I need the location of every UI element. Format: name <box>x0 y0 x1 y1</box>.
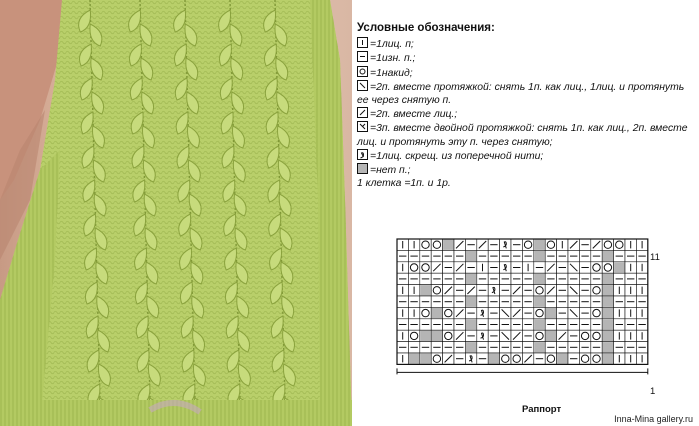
legend-item-text: =3п. вместе двойной протяжкой: снять 1п. как лиц., 2п. вместе лиц. и протянуть эту п. через снятую; <box>357 123 688 148</box>
legend-item-text: =нет п.; <box>370 165 411 177</box>
legend-item <box>357 80 695 107</box>
legend-item <box>357 149 695 163</box>
chart-grid <box>396 238 696 426</box>
legend-item <box>357 121 695 148</box>
legend-item <box>357 163 695 177</box>
legend-list <box>357 37 695 190</box>
legend-item <box>357 37 695 51</box>
legend <box>357 22 695 190</box>
knitting-chart <box>396 238 696 426</box>
legend-item-text: =1накид; <box>370 67 413 79</box>
legend-item-text: =2п. вместе лиц.; <box>370 109 458 121</box>
watermark: Inna-Mina gallery.ru <box>614 414 693 424</box>
no-stitch-symbol-icon <box>357 163 368 174</box>
yarn-over-symbol-icon <box>357 66 368 77</box>
row-label-top: 11 <box>650 252 660 263</box>
legend-title: Условные обозначения: <box>357 22 495 34</box>
row-label-bottom: 1 <box>650 386 656 397</box>
legend-item-text: =1лиц. скрещ. из поперечной нити; <box>370 150 544 162</box>
legend-item <box>357 177 695 190</box>
legend-item-text: =1изн. п.; <box>370 53 416 65</box>
skp-symbol-icon <box>357 80 368 91</box>
k2tog-symbol-icon <box>357 107 368 118</box>
legend-item-text: =1лиц. п; <box>370 39 414 51</box>
purl-symbol-icon <box>357 51 368 62</box>
legend-item <box>357 107 695 121</box>
legend-item-text: =2п. вместе протяжкой: снять 1п. как лиц., 1лиц. и протянуть ее через снятую п. <box>357 81 685 107</box>
legend-item <box>357 66 695 80</box>
knit-symbol-icon <box>357 37 368 48</box>
legend-item-text: 1 клетка =1п. и 1р. <box>357 178 451 190</box>
repeat-label: Раппорт <box>522 404 562 415</box>
twisted-knit-symbol-icon <box>357 149 368 160</box>
sk2p-symbol-icon <box>357 121 368 132</box>
legend-item <box>357 51 695 65</box>
